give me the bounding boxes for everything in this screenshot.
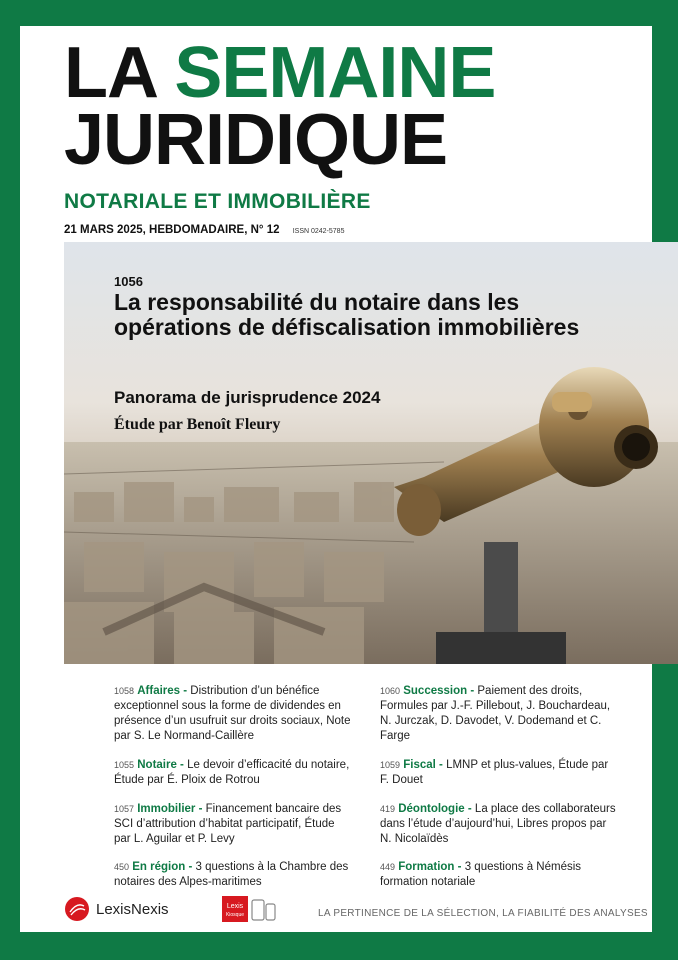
toc-number: 449 bbox=[380, 862, 396, 873]
frame-top bbox=[0, 0, 678, 26]
toc-item: 1059 Fiscal - LMNP et plus-values, Étude par F. Douet bbox=[380, 758, 609, 786]
toc-text: La place des collaborateurs dans l’étude d’aujourd’hui, Libres propos par N. Nicolaïdès bbox=[380, 802, 616, 845]
toc-item: 449 Formation - 3 questions à Némésis formation notariale bbox=[380, 861, 582, 889]
toc-category: Formation bbox=[398, 861, 455, 874]
toc-number: 450 bbox=[114, 862, 130, 873]
lexis-kiosque-badge bbox=[222, 896, 276, 922]
toc-item: 1058 Affaires - Distribution d’un bénéfice exceptionnel sous la forme de dividendes en présence d’un usufruit sur droits sociaux, Note par S. Le Normand-Caillère bbox=[114, 685, 351, 742]
masthead-line-1 bbox=[64, 33, 496, 113]
toc-item: 419 Déontologie - La place des collaborateurs dans l’étude d’aujourd’hui, Libres propos par N. Nicolaïdès bbox=[380, 802, 616, 845]
toc-item: 450 En région - 3 questions à la Chambre des notaires des Alpes-maritimes bbox=[114, 861, 349, 889]
toc-category: En région bbox=[132, 861, 186, 874]
issn: ISSN 0242-5785 bbox=[292, 228, 345, 235]
toc-left-column bbox=[114, 684, 354, 904]
toc-category: Notaire bbox=[137, 758, 177, 771]
toc-item: 1055 Notaire - Le devoir d’efficacité du notaire, Étude par É. Ploix de Rotrou bbox=[114, 758, 350, 786]
cover-article-number: 1056 bbox=[114, 274, 143, 289]
masthead-la: LA bbox=[64, 33, 156, 113]
toc-number: 1057 bbox=[114, 803, 135, 814]
toc-number: 1059 bbox=[380, 759, 401, 770]
issue-line bbox=[64, 224, 344, 236]
toc-number: 1055 bbox=[114, 759, 135, 770]
toc-text: Financement bancaire des SCI d’attribution d’habitat participatif, Étude par L. Aguilar et P. Levy bbox=[114, 802, 342, 845]
masthead-juridique: JURIDIQUE bbox=[64, 99, 448, 180]
toc-category: Fiscal bbox=[403, 758, 436, 771]
publisher-name: LexisNexis bbox=[96, 900, 169, 918]
toc-text: Paiement des droits, Formules par J.-F. Pillebout, J. Bouchardeau, N. Jurczak, D. Davodet, V. Dodemand et C. Farge bbox=[380, 685, 611, 742]
toc-number: 419 bbox=[380, 803, 396, 814]
toc-text: Distribution d’un bénéfice exceptionnel sous la forme de dividendes en présence d’un usufruit sur droits sociaux, Note par S. Le Normand-Caillère bbox=[114, 685, 351, 742]
toc-number: 1058 bbox=[114, 686, 135, 696]
toc-category: Affaires bbox=[137, 685, 181, 697]
toc-category: Déontologie bbox=[398, 802, 465, 815]
toc-text: 3 questions à Némésis formation notariale bbox=[380, 861, 582, 889]
frame-left bbox=[0, 0, 20, 960]
kiosque-device-icon bbox=[222, 896, 276, 922]
cover-article-author: Étude par Benoît Fleury bbox=[114, 416, 281, 433]
toc-text: 3 questions à la Chambre des notaires des Alpes-maritimes bbox=[114, 861, 349, 889]
toc-item: 1060 Succession - Paiement des droits, Formules par J.-F. Pillebout, J. Bouchardeau, N. Jurczak, D. Davodet, V. Dodemand et C. Farge bbox=[380, 685, 611, 742]
cover-article-title: La responsabilité du notaire dans les opérations de défiscalisation immobilières bbox=[114, 289, 580, 340]
kiosque-top-text: Lexis bbox=[226, 903, 244, 910]
toc-right-column bbox=[380, 684, 620, 904]
footer-slogan: LA PERTINENCE DE LA SÉLECTION, LA FIABILITÉ DES ANALYSES bbox=[318, 908, 648, 919]
frame-bottom bbox=[0, 932, 678, 960]
lexisnexis-logo bbox=[64, 896, 169, 922]
kiosque-bottom-text: Kiosque bbox=[225, 912, 245, 918]
toc-category: Immobilier bbox=[137, 802, 196, 815]
publication-subtitle: NOTARIALE ET IMMOBILIÈRE bbox=[64, 190, 371, 213]
toc-text: Le devoir d’efficacité du notaire, Étude par É. Ploix de Rotrou bbox=[114, 758, 350, 786]
toc-text: LMNP et plus-values, Étude par F. Douet bbox=[380, 758, 609, 786]
toc-number: 1060 bbox=[380, 686, 401, 696]
masthead bbox=[64, 33, 496, 180]
toc-category: Succession bbox=[403, 685, 468, 697]
masthead-semaine: SEMAINE bbox=[174, 33, 496, 113]
cover-article-subtitle: Panorama de jurisprudence 2024 bbox=[114, 388, 381, 407]
toc-item: 1057 Immobilier - Financement bancaire des SCI d’attribution d’habitat participatif, Étude par L. Aguilar et P. Levy bbox=[114, 802, 342, 845]
issue-date: 21 MARS 2025, HEBDOMADAIRE, N° 12 bbox=[64, 224, 280, 236]
lexisnexis-emblem-icon bbox=[64, 896, 90, 922]
